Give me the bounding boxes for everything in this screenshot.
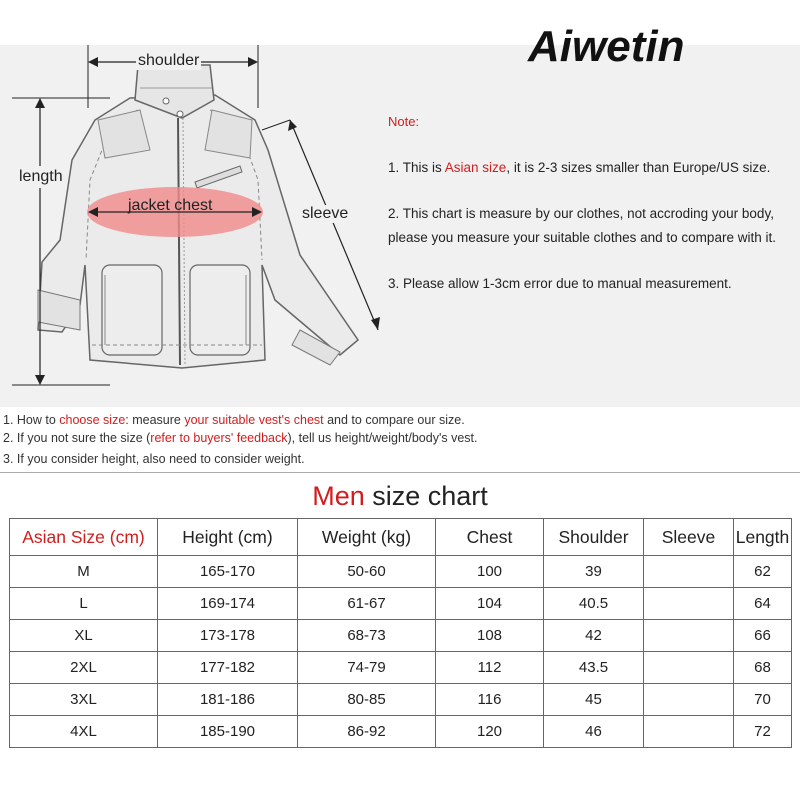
cell-chest: 120	[436, 716, 544, 748]
table-row	[10, 556, 792, 588]
cell-chest: 116	[436, 684, 544, 716]
header-shoulder: Shoulder	[544, 519, 644, 556]
jacket-chest-label: jacket chest	[128, 197, 213, 214]
header-sleeve: Sleeve	[644, 519, 734, 556]
divider	[0, 472, 800, 473]
cell-sleeve	[644, 716, 734, 748]
cell-chest: 108	[436, 620, 544, 652]
cell-weight: 50-60	[298, 556, 436, 588]
cell-height: 165-170	[158, 556, 298, 588]
cell-size: 4XL	[10, 716, 158, 748]
note-title: Note:	[388, 114, 420, 129]
table-row	[10, 588, 792, 620]
cell-size: L	[10, 588, 158, 620]
sleeve-label: sleeve	[302, 205, 349, 222]
cell-shoulder: 43.5	[544, 652, 644, 684]
cell-height: 181-186	[158, 684, 298, 716]
cell-length: 62	[734, 556, 792, 588]
size-chart-title: Men size chart	[312, 481, 488, 511]
cell-shoulder: 40.5	[544, 588, 644, 620]
cell-size: 3XL	[10, 684, 158, 716]
cell-shoulder: 45	[544, 684, 644, 716]
header-length: Length	[734, 519, 792, 556]
cell-sleeve	[644, 556, 734, 588]
cell-height: 185-190	[158, 716, 298, 748]
cell-size: XL	[10, 620, 158, 652]
howto-block	[3, 412, 477, 469]
cell-length: 72	[734, 716, 792, 748]
cell-sleeve	[644, 684, 734, 716]
cell-shoulder: 42	[544, 620, 644, 652]
howto-line-1: 1. How to choose size: measure your suitable vest's chest and to compare our size.	[3, 413, 465, 427]
cell-length: 70	[734, 684, 792, 716]
shoulder-label: shoulder	[138, 52, 200, 69]
brand-logo: Aiwetin	[528, 22, 685, 71]
header-height: Height (cm)	[158, 519, 298, 556]
notes-block	[388, 110, 798, 296]
howto-line-3: 3. If you consider height, also need to consider weight.	[3, 452, 305, 466]
note-2-line-1: 2. This chart is measure by our clothes, not accroding your body,	[388, 206, 774, 221]
cell-sleeve	[644, 652, 734, 684]
cell-weight: 61-67	[298, 588, 436, 620]
cell-weight: 80-85	[298, 684, 436, 716]
cell-size: 2XL	[10, 652, 158, 684]
cell-height: 169-174	[158, 588, 298, 620]
cell-chest: 112	[436, 652, 544, 684]
cell-shoulder: 46	[544, 716, 644, 748]
header-chest: Chest	[436, 519, 544, 556]
cell-chest: 100	[436, 556, 544, 588]
howto-line-2: 2. If you not sure the size (refer to buyers' feedback), tell us height/weight/body's vest.	[3, 430, 478, 445]
cell-length: 66	[734, 620, 792, 652]
cell-sleeve	[644, 588, 734, 620]
cell-height: 177-182	[158, 652, 298, 684]
table-header-row	[10, 519, 792, 556]
note-3: 3. Please allow 1-3cm error due to manual measurement.	[388, 276, 732, 291]
table-row	[10, 716, 792, 748]
cell-weight: 68-73	[298, 620, 436, 652]
cell-weight: 74-79	[298, 652, 436, 684]
table-row	[10, 652, 792, 684]
length-label: length	[19, 166, 63, 188]
note-2-line-2: please you measure your suitable clothes and to compare with it.	[388, 230, 776, 245]
note-1: 1. This is Asian size, it is 2-3 sizes smaller than Europe/US size.	[388, 160, 771, 175]
table-row	[10, 684, 792, 716]
table-row	[10, 620, 792, 652]
cell-length: 64	[734, 588, 792, 620]
cell-weight: 86-92	[298, 716, 436, 748]
cell-shoulder: 39	[544, 556, 644, 588]
size-table	[9, 518, 792, 748]
header-weight: Weight (kg)	[298, 519, 436, 556]
header-asian-size: Asian Size (cm)	[10, 519, 158, 556]
cell-chest: 104	[436, 588, 544, 620]
cell-height: 173-178	[158, 620, 298, 652]
cell-size: M	[10, 556, 158, 588]
cell-length: 68	[734, 652, 792, 684]
cell-sleeve	[644, 620, 734, 652]
